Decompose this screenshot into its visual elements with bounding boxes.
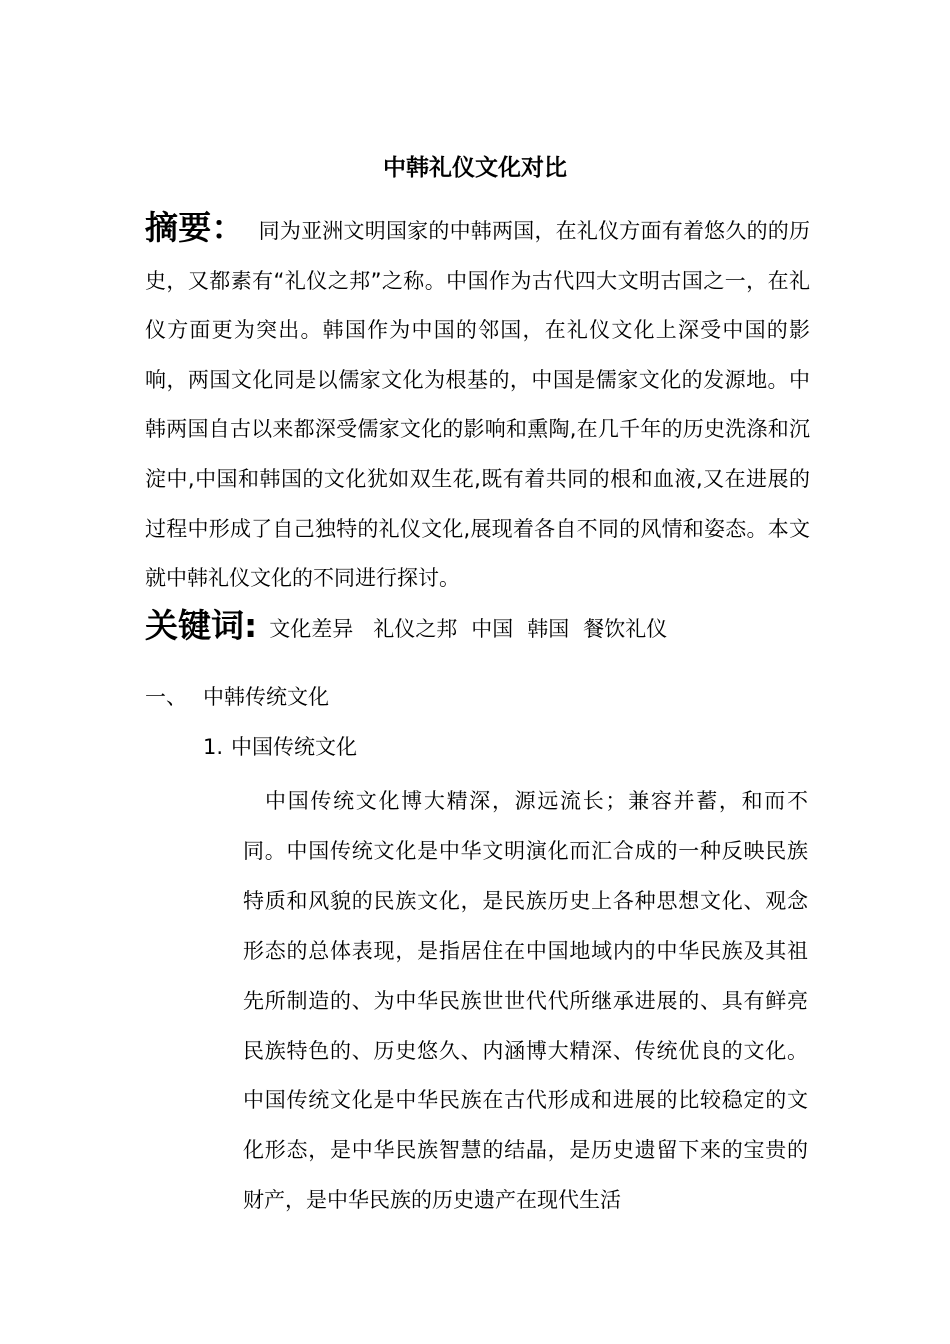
keyword-item: 韩国 (527, 617, 570, 641)
keywords-label: 关键词: (145, 606, 258, 645)
section-title: 中韩传统文化 (203, 685, 329, 709)
subsection-number: 1. (203, 735, 224, 759)
keyword-item: 中国 (471, 617, 514, 641)
keyword-item: 餐饮礼仪 (583, 617, 668, 641)
abstract-text: 同为亚洲文明国家的中韩两国，在礼仪方面有着悠久的的历史，又都素有“礼仪之邦”之称。中国作为古代四大文明古国之一，在礼仪方面更为突出。韩国作为中国的邻国，在礼仪文化上深受中国的影响，两国文化同是以儒家文化为根基的，中国是儒家文化的发源地。中韩两国自古以来都深受儒家文化的影响和熏陶,在几千年的历史洗涤和沉淀中,中国和韩国的文化犹如双生花,既有着共同的根和血液,又在进展的过程中形成了自己独特的礼仪文化,展现着各自不同的风情和姿态。本文就中韩礼仪文化的不同进行探讨。 (145, 219, 811, 591)
abstract-paragraph (145, 203, 810, 604)
section-number: 一、 (145, 685, 187, 709)
keyword-item: 礼仪之邦 (373, 617, 458, 641)
section-heading (145, 677, 329, 717)
subsection-title: 中国传统文化 (231, 735, 358, 759)
subsection-heading (203, 727, 357, 767)
abstract-label: 摘要： (145, 208, 245, 247)
document-title: 中韩礼仪文化对比 (383, 155, 567, 181)
keyword-item: 文化差异 (269, 617, 354, 641)
keywords-line (145, 600, 810, 655)
body-paragraph: 中国传统文化博大精深，源远流长；兼容并蓄，和而不同。中国传统文化是中华文明演化而汇合成的一种反映民族特质和风貌的民族文化，是民族历史上各种思想文化、观念形态的总体表现，是指居住在中国地域内的中华民族及其祖先所制造的、为中华民族世世代代所继承进展的、具有鲜亮民族特色的、历史悠久、内涵博大精深、传统优良的文化。中国传统文化是中华民族在古代形成和进展的比较稳定的文化形态，是中华民族智慧的结晶，是历史遗留下来的宝贵的财产，是中华民族的历史遗产在现代生活 (243, 789, 808, 1213)
